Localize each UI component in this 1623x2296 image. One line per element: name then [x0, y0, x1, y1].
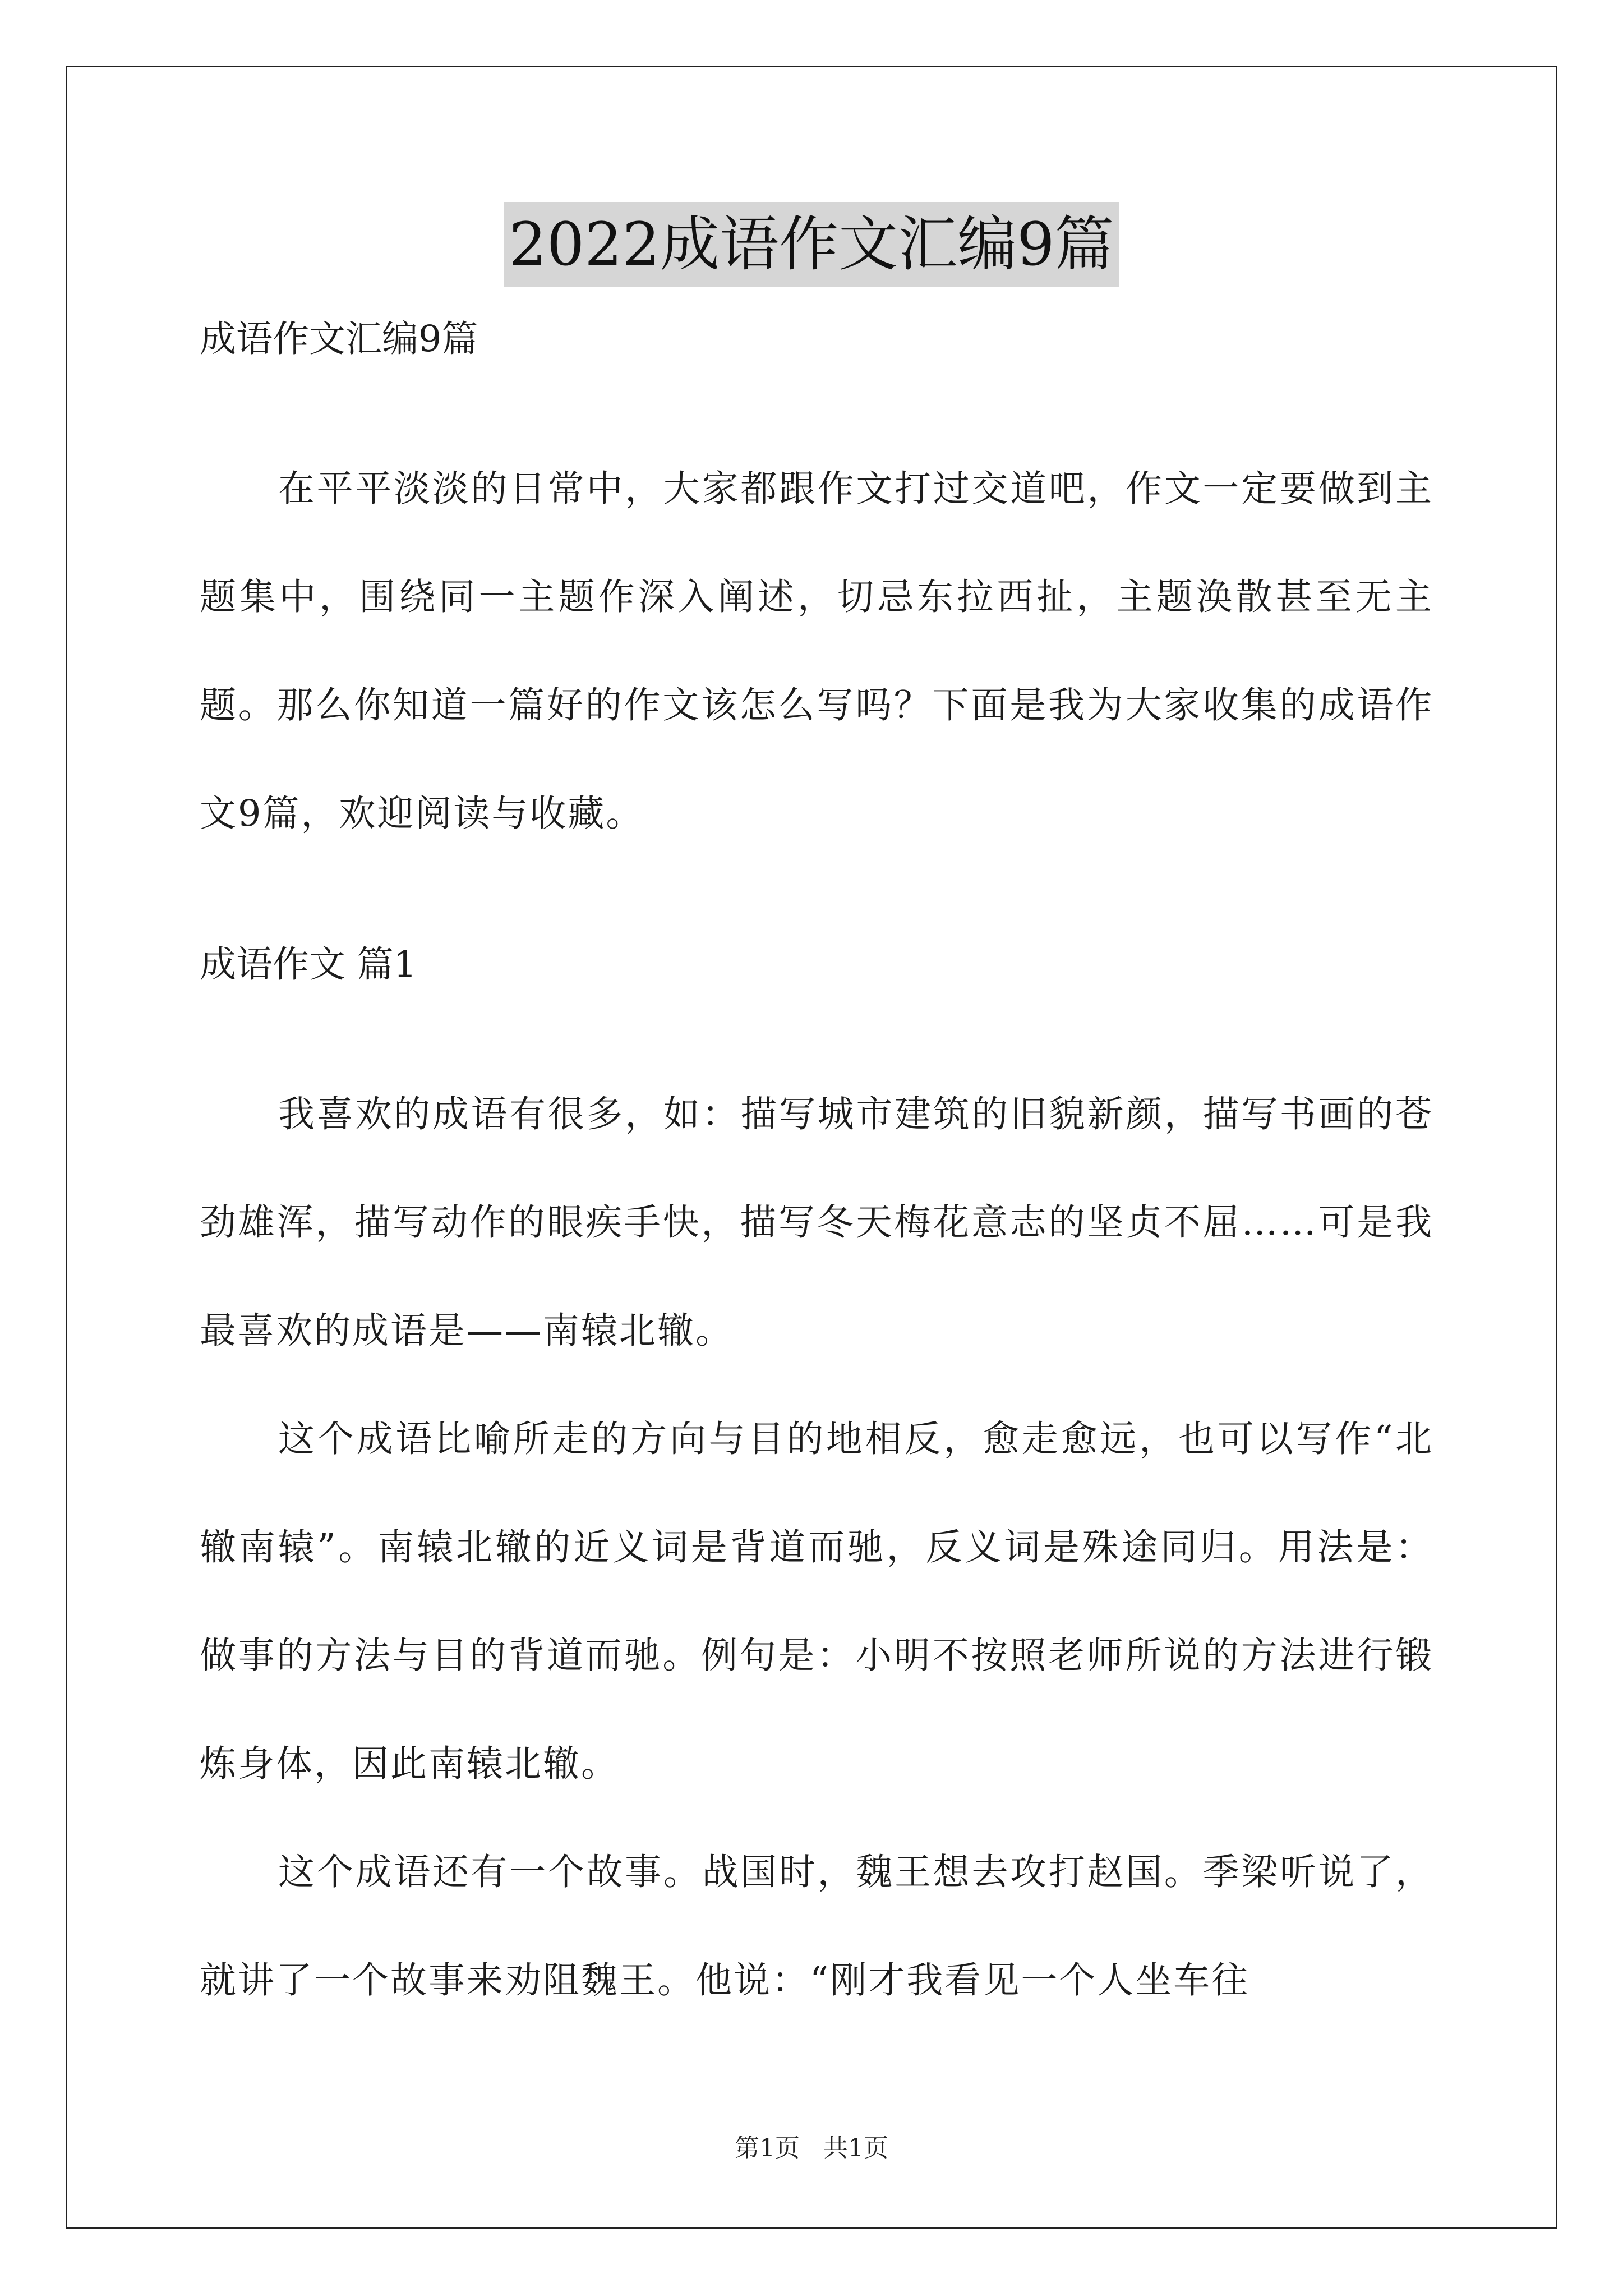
body-paragraph: 这个成语比喻所走的方向与目的地相反，愈走愈远，也可以写作“北辙南辕”。南辕北辙的近义词是背道而驰，反义词是殊途同归。用法是：做事的方法与目的背道而驰。例句是：小明不按照老师所说的方法进行锻炼身体，因此南辕北辙。 — [200, 1418, 1433, 1785]
title-container — [0, 202, 1623, 287]
document-title: 2022成语作文汇编9篇 — [504, 202, 1118, 287]
intro-paragraph: 在平平淡淡的日常中，大家都跟作文打过交道吧，作文一定要做到主题集中，围绕同一主题作深入阐述，切忌东拉西扯，主题涣散甚至无主题。那么你知道一篇好的作文该怎么写吗？下面是我为大家收集的成语作文9篇，欢迎阅读与收藏。 — [200, 468, 1433, 835]
page-number-footer: 第1页 共1页 — [735, 2134, 888, 2162]
body-paragraph: 我喜欢的成语有很多，如：描写城市建筑的旧貌新颜，描写书画的苍劲雄浑，描写动作的眼疾手快，描写冬天梅花意志的坚贞不屈……可是我最喜欢的成语是——南辕北辙。 — [200, 1093, 1433, 1352]
section-heading: 成语作文 篇1 — [200, 944, 417, 986]
document-subtitle: 成语作文汇编9篇 — [200, 318, 478, 360]
body-paragraph: 这个成语还有一个故事。战国时，魏王想去攻打赵国。季梁听说了，就讲了一个故事来劝阻魏王。他说：“刚才我看见一个人坐车往 — [200, 1851, 1433, 2001]
